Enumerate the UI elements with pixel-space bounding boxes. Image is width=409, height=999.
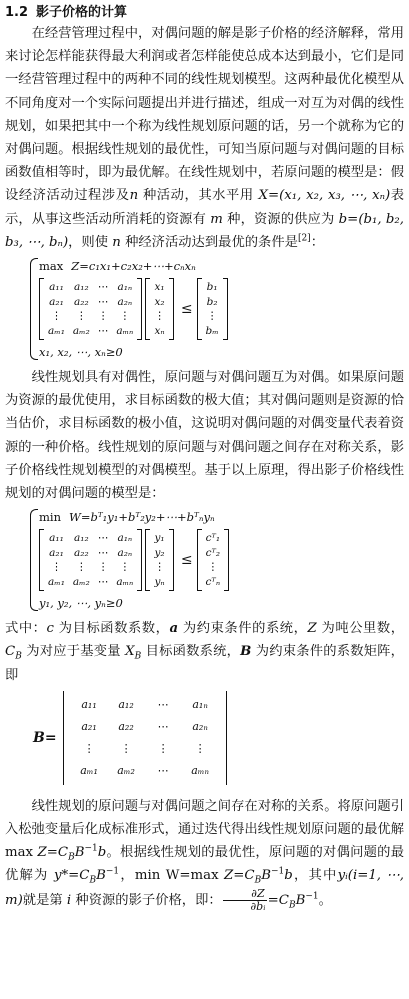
math-var: n xyxy=(129,188,139,204)
matrix-cell: aₘ₁ xyxy=(80,763,98,777)
matrix-cell: ⋮ xyxy=(194,741,206,755)
matrix-cell: ⋯ xyxy=(97,324,109,337)
matrix-cell: x₁ xyxy=(154,281,165,294)
matrix-cell: cᵀ₂ xyxy=(205,546,221,559)
paragraph-text: 式中： xyxy=(5,621,47,637)
math-symbol: =C xyxy=(267,892,289,908)
paragraph-text: ，min W=max xyxy=(119,868,225,884)
math-expr: $Z=C_BB^{-1}b$ xyxy=(37,843,107,863)
paragraph-text: 。 xyxy=(318,892,332,908)
matrix-cell: a₂₂ xyxy=(74,295,89,308)
partial-fraction xyxy=(223,888,267,913)
math-var: m xyxy=(210,211,223,227)
matrix-cell: ⋮ xyxy=(157,741,169,755)
paragraph-text: ： xyxy=(310,234,324,250)
matrix-cell: ⋯ xyxy=(97,575,109,588)
model-brace xyxy=(30,509,38,611)
paragraph-text: 为约束条件的系统， xyxy=(178,621,308,637)
math-subscript: B xyxy=(89,876,97,887)
matrix-cell: aₘ₁ xyxy=(48,575,65,588)
dual-model xyxy=(39,507,404,613)
nonneg-expr: x₁, x₂, ⋯, xₙ≥0 xyxy=(39,345,123,360)
paragraph-text: ，则使 xyxy=(68,234,113,250)
matrix-cell: ⋮ xyxy=(207,561,219,574)
matrix-cell: a₂₂ xyxy=(74,546,89,559)
matrix-cell: ⋮ xyxy=(51,561,62,574)
math-subscript: B xyxy=(134,652,142,663)
matrix-cell: cᵀ₁ xyxy=(205,532,221,545)
math-symbol: Z=C xyxy=(37,845,69,861)
dual-constraint xyxy=(39,529,404,591)
matrix-cell: aₘₙ xyxy=(116,324,134,337)
math-expr: $y*=C_BB^{-1}$ xyxy=(53,867,120,887)
matrix-cell: ⋮ xyxy=(76,561,87,574)
math-superscript: −1 xyxy=(271,867,285,878)
matrix-cell: ⋮ xyxy=(206,310,218,323)
objective-prefix: min xyxy=(39,510,61,525)
paragraph-notation xyxy=(5,617,404,687)
primal-matrix-a xyxy=(39,278,142,340)
paragraph-text: 目标函数系统， xyxy=(141,644,241,660)
primal-vector-b xyxy=(197,278,228,340)
math-superscript: −1 xyxy=(105,867,120,878)
math-subscript: B xyxy=(68,852,75,863)
matrix-cell: a₂ₙ xyxy=(117,295,133,308)
matrix-cell: ⋯ xyxy=(157,719,169,733)
section-title: 影子价格的计算 xyxy=(36,5,128,20)
paragraph-text: ，其中 xyxy=(292,868,338,884)
fraction-numerator: ∂Z xyxy=(223,888,267,901)
matrix-cell: ⋮ xyxy=(154,561,165,574)
math-symbol: y*=C xyxy=(53,868,90,884)
paragraph-text: 为目标函数系数， xyxy=(53,621,170,637)
primal-objective xyxy=(39,256,404,276)
matrix-cell: ⋮ xyxy=(97,310,109,323)
matrix-cell: ⋮ xyxy=(76,310,87,323)
primal-constraint xyxy=(39,278,404,340)
math-symbol: C xyxy=(5,644,16,660)
math-symbol: Z=C xyxy=(224,868,255,884)
paragraph-text: 为约束条件的系数矩阵，即 xyxy=(5,644,404,683)
matrix-cell: a₂ₙ xyxy=(192,719,208,733)
matrix-cell: a₂₂ xyxy=(118,719,134,733)
matrix-cell: a₂₁ xyxy=(49,295,64,308)
section-number: 1.2 xyxy=(5,5,29,20)
model-brace xyxy=(30,258,38,360)
matrix-cell: aₘ₂ xyxy=(72,575,90,588)
paragraph-text: 线性规划的原问题与对偶问题之间存在对称的关系。将原问题引入松弛变量后化成标准形式，通过迭代得出线性规划原问题的最优解 max xyxy=(5,798,404,861)
matrix-b-block xyxy=(33,691,404,785)
matrix-cell: a₂ₙ xyxy=(117,546,133,559)
matrix-cell: ⋯ xyxy=(97,532,109,545)
math-expr: b=(b₁, b₂, b₃, ⋯, bₙ) xyxy=(5,211,404,250)
math-expr: =(x₁, x₂, x₃, ⋯, xₙ) xyxy=(267,188,391,204)
paragraph-duality: 线性规划具有对偶性，原问题与对偶问题互为对偶。如果原问题为资源的最优使用，求目标函数的极大值；其对偶问题则是资源的恰当估价，求目标函数的极小值，这说明对偶问题的对偶变量代表着资源的一种价格。线性规划的原问题与对偶问题之间存在对称关系，影子价格线性规划模型的对偶模型。基于以上原理，得出影子价格线性规划的对偶问题的模型是： xyxy=(5,370,404,502)
matrix-cell: ⋯ xyxy=(97,546,109,559)
matrix-cell: ⋮ xyxy=(119,561,131,574)
paragraph-text: 。根据线性规划的最优性，原问题的对偶问题的最优解为 xyxy=(5,845,404,884)
matrix-cell: ⋮ xyxy=(120,741,132,755)
dual-vector-y xyxy=(145,529,174,591)
matrix-cell: a₂₁ xyxy=(81,719,97,733)
paragraph-text: 为吨公里数， xyxy=(316,621,405,637)
matrix-cell: cᵀₙ xyxy=(205,575,221,588)
paragraph-text: 种经济活动达到最优的条件是 xyxy=(120,234,298,250)
objective-expr: Z=c₁x₁+c₂x₂+⋯+cₙxₙ xyxy=(71,259,196,274)
dual-matrix-a xyxy=(39,529,142,591)
matrix-cell: ⋮ xyxy=(154,310,165,323)
math-var: B xyxy=(240,644,252,660)
matrix-b xyxy=(61,691,229,785)
matrix-cell: y₂ xyxy=(154,546,165,559)
relation-sign: ≤ xyxy=(180,552,193,569)
math-var: Z xyxy=(307,621,317,637)
matrix-b-label: B= xyxy=(33,729,57,746)
fraction-denominator: ∂bᵢ xyxy=(250,899,266,913)
matrix-cell: a₂₁ xyxy=(49,546,64,559)
matrix-cell: yₙ xyxy=(154,575,165,588)
matrix-cell: aₘ₂ xyxy=(117,763,135,777)
matrix-cell: x₂ xyxy=(154,295,165,308)
paragraph-text: 就是第 xyxy=(22,892,67,908)
matrix-cell: a₁₂ xyxy=(74,532,89,545)
matrix-cell: a₁₁ xyxy=(49,532,64,545)
math-symbol: X xyxy=(125,644,135,660)
math-superscript: −1 xyxy=(84,843,98,854)
matrix-cell: ⋮ xyxy=(83,741,95,755)
dual-nonneg xyxy=(39,593,404,613)
dual-objective xyxy=(39,507,404,527)
matrix-cell: ⋮ xyxy=(119,310,131,323)
math-expr: yᵢ(i=1, ⋯, m) xyxy=(5,868,404,908)
relation-sign: ≤ xyxy=(180,301,193,318)
matrix-cell: aₘₙ xyxy=(191,763,209,777)
matrix-cell: a₁ₙ xyxy=(192,697,208,711)
matrix-cell: aₘ₂ xyxy=(72,324,90,337)
matrix-cell: bₘ xyxy=(205,324,219,337)
matrix-cell: a₁₂ xyxy=(118,697,134,711)
paragraph-text: 种资源的影子价格，即： xyxy=(71,892,222,908)
matrix-cell: y₁ xyxy=(154,532,165,545)
matrix-cell: b₁ xyxy=(206,281,218,294)
math-var: c xyxy=(46,621,54,637)
math-superscript: −1 xyxy=(305,891,319,902)
nonneg-expr: y₁, y₂, ⋯, yₙ≥0 xyxy=(39,596,123,611)
math-subscript: B xyxy=(254,876,262,887)
math-subscript: B xyxy=(15,652,22,663)
matrix-cell: ⋮ xyxy=(97,561,109,574)
objective-prefix: max xyxy=(39,259,64,274)
matrix-cell: aₘₙ xyxy=(116,575,134,588)
math-expr: $=C_BB^{-1}$ xyxy=(267,891,319,911)
matrix-cell: a₁ₙ xyxy=(117,281,133,294)
matrix-cell: a₁₁ xyxy=(49,281,64,294)
primal-model xyxy=(39,256,404,362)
matrix-cell: ⋯ xyxy=(157,697,169,711)
objective-expr: W=bᵀ₁y₁+bᵀ₂y₂+⋯+bᵀₙyₙ xyxy=(69,510,215,525)
math-var xyxy=(125,644,142,663)
math-var: n xyxy=(112,234,121,250)
paragraph-intro xyxy=(5,22,404,254)
paragraph-text: 种活动，其水平用 xyxy=(138,188,259,204)
math-subscript: B xyxy=(288,900,296,911)
math-expr: $Z=C_BB^{-1}b$ xyxy=(224,867,293,887)
primal-vector-x xyxy=(145,278,174,340)
paragraph-shadow-price xyxy=(5,795,404,913)
matrix-cell: xₙ xyxy=(154,324,165,337)
paragraph-text: 为对应于基变量 xyxy=(21,644,126,660)
dual-vector-c xyxy=(197,529,230,591)
paragraph-text: 表示，从事这些活动所消耗的资源有 xyxy=(5,188,404,227)
matrix-cell: ⋮ xyxy=(51,310,62,323)
math-var: X xyxy=(258,188,268,204)
section-heading xyxy=(5,4,404,22)
matrix-cell: a₁ₙ xyxy=(117,532,133,545)
math-var: a xyxy=(169,621,179,637)
math-var: i xyxy=(66,892,72,908)
matrix-cell: ⋯ xyxy=(97,281,109,294)
paragraph-text: 在经营管理过程中，对偶问题的解是影子价格的经济解释，常用来讨论怎样能获得最大利润或者怎样能使总成本达到最小，它们是同一经营管理过程中的两种不同的线性规划模型。这两种最优化模型从不同角度对一个实际问题提出并进行描述，组成一对互为对偶的线性规划，如果把其中一个称为线性规划原问题的话，另一个就称为它的对偶问题。根据线性规划的最优性，可知当原问题与对偶问题的目标函数值相等时，即为最优解。在线性规划中，若原问题的模型是：假设经济活动过程涉及 xyxy=(5,26,404,204)
paragraph-text: 种，资源的供应为 xyxy=(222,211,339,227)
citation-ref: [2] xyxy=(297,233,311,244)
math-var xyxy=(5,644,22,663)
primal-nonneg xyxy=(39,342,404,362)
matrix-cell: ⋯ xyxy=(157,763,169,777)
matrix-cell: ⋯ xyxy=(97,295,109,308)
matrix-cell: a₁₁ xyxy=(81,697,97,711)
matrix-cell: b₂ xyxy=(206,295,218,308)
matrix-cell: aₘ₁ xyxy=(48,324,65,337)
matrix-cell: a₁₂ xyxy=(74,281,89,294)
